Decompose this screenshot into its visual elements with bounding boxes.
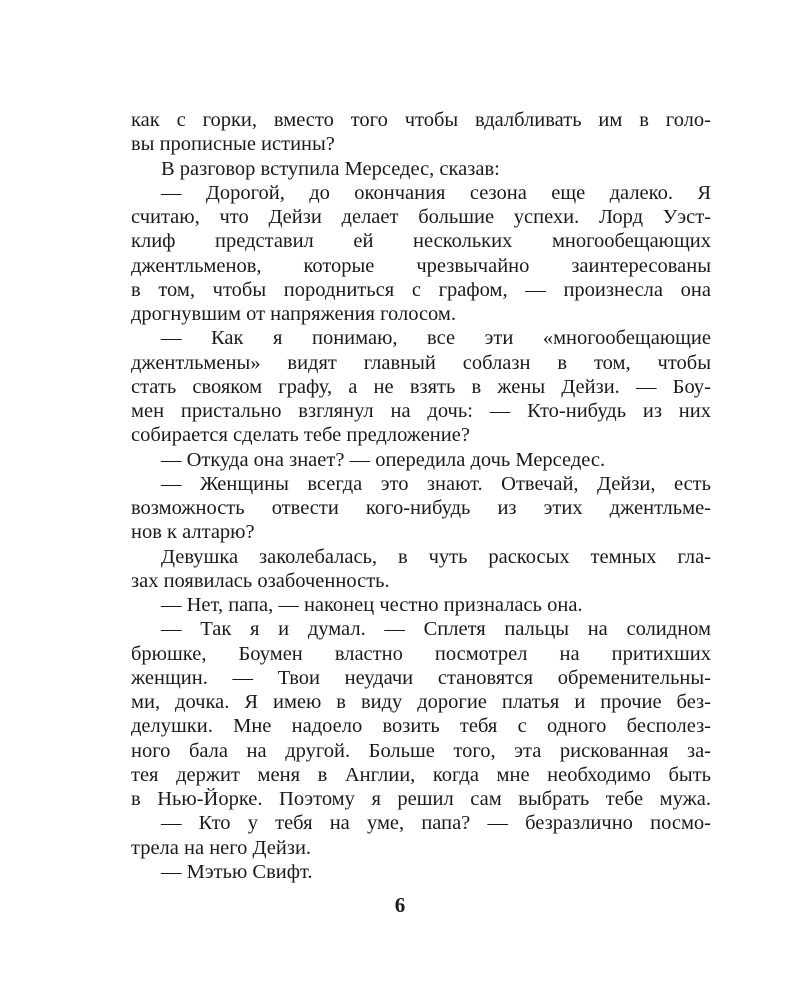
- text-line: — Как я понимаю, все эти «многообещающие: [161, 327, 711, 350]
- text-line: мен пристально взглянул на дочь: — Кто-нибудь из них: [131, 400, 711, 422]
- text-line: джентльмены» видят главный соблазн в том, чтобы: [131, 351, 711, 374]
- text-line: — Нет, папа, — наконец честно призналась она.: [161, 594, 583, 616]
- text-line: — Дорогой, до окончания сезона еще далеко. Я: [161, 181, 711, 204]
- text-line: — Кто у тебя на уме, папа? — безразлично посмо-: [161, 812, 711, 835]
- text-line: возможность отвести кого-нибудь из этих джентльме-: [131, 497, 711, 519]
- text-line: ного бала на другой. Больше того, эта рискованная за-: [131, 739, 711, 762]
- text-line: ми, дочка. Я имею в виду дорогие платья и прочие без-: [131, 691, 711, 713]
- text-line: дрогнувшим от напряжения голосом.: [131, 303, 457, 325]
- text-line: делушки. Мне надоело возить тебя с одного бесполез-: [131, 715, 711, 738]
- text-line: Девушка заколебалась, в чуть раскосых темных гла-: [161, 545, 711, 568]
- text-line: В разговор вступила Мерседес, сказав:: [161, 157, 500, 180]
- text-line: клиф представил ей нескольких многообещающих: [131, 230, 711, 253]
- text-line: в Нью-Йорке. Поэтому я решил сам выбрать тебе мужа.: [131, 788, 711, 810]
- text-line: вы прописные истины?: [131, 133, 335, 156]
- text-line: брюшке, Боумен властно посмотрел на притихших: [131, 642, 711, 665]
- text-line: — Откуда она знает? — опередила дочь Мерседес.: [161, 448, 606, 471]
- text-line: — Мэтью Свифт.: [161, 860, 313, 883]
- text-line: собирается сделать тебе предложение?: [131, 424, 470, 447]
- text-line: женщин. — Твои неудачи становятся обременительны-: [131, 666, 711, 689]
- page-number: 6: [394, 893, 406, 917]
- text-line: нов к алтарю?: [131, 521, 255, 544]
- text-line: трела на него Дейзи.: [131, 836, 312, 859]
- text-line: как с горки, вместо того чтобы вдалбливать им в голо-: [131, 109, 711, 131]
- text-line: — Женщины всегда это знают. Отвечай, Дейзи, есть: [161, 472, 711, 495]
- body-text: [131, 108, 711, 884]
- text-line: считаю, что Дейзи делает большие успехи. Лорд Уэст-: [131, 206, 711, 228]
- text-line: зах появилась озабоченность.: [131, 569, 390, 592]
- text-line: — Так я и думал. — Сплетя пальцы на солидном: [161, 618, 711, 641]
- text-line: стать свояком графу, а не взять в жены Дейзи. — Боу-: [131, 375, 711, 398]
- text-line: в том, чтобы породниться с графом, — произнесла она: [131, 278, 711, 301]
- text-line: тея держит меня в Англии, когда мне необходимо быть: [131, 763, 711, 786]
- text-line: джентльменов, которые чрезвычайно заинтересованы: [131, 254, 711, 277]
